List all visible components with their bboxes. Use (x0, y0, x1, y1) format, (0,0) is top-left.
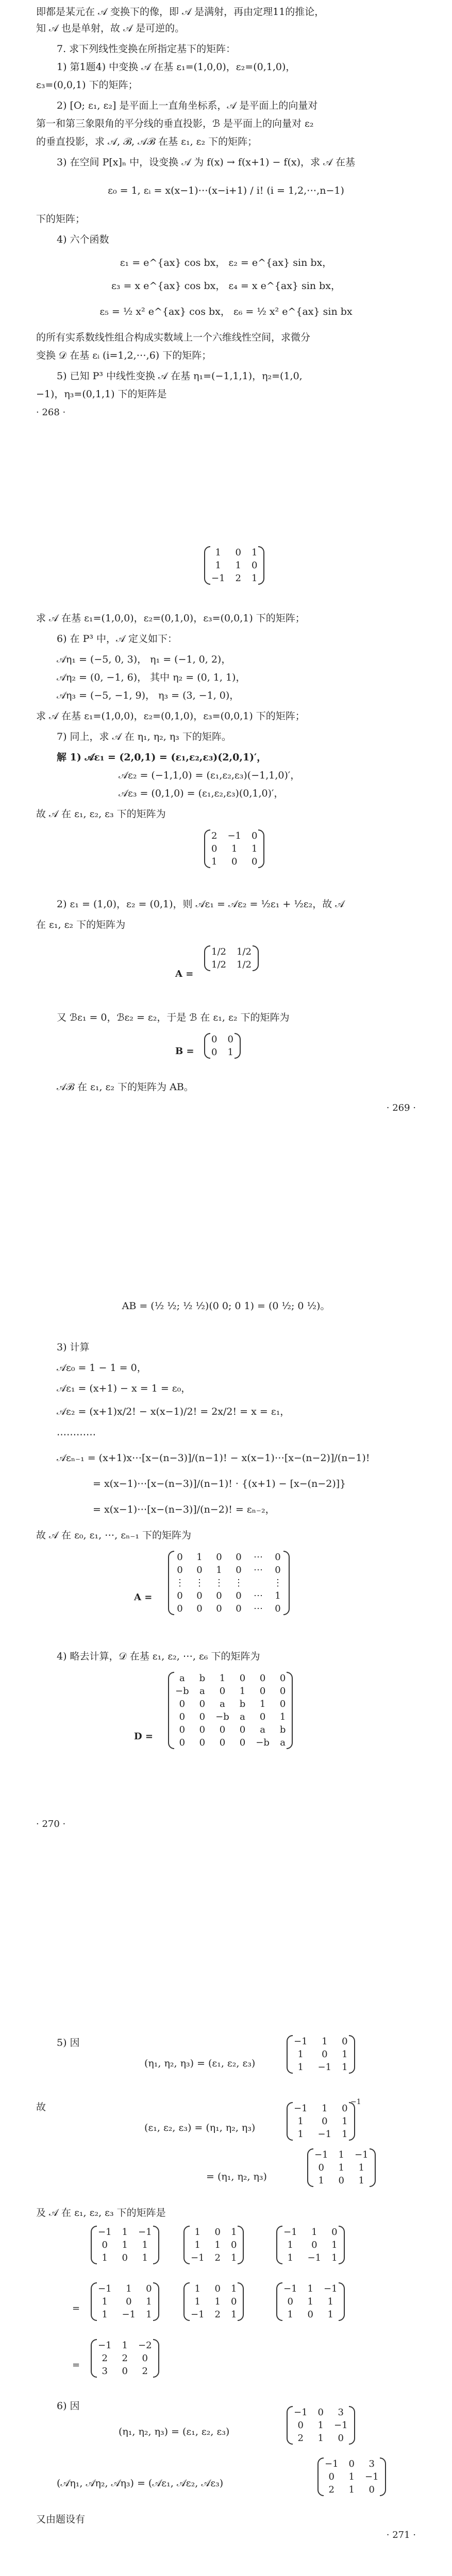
text-line: 6) 在 P³ 中，𝒜 定义如下： (57, 633, 178, 645)
matrix-cell: 0 (227, 1034, 233, 1045)
matrix-A (206, 945, 257, 971)
matrix-cell: 0 (252, 831, 258, 841)
matrix-cell: −1 (211, 573, 225, 584)
matrix-cell: −1 (227, 831, 241, 841)
equation: (η₁, η₂, η₃) = (ε₁, ε₂, ε₃) (119, 2426, 230, 2437)
matrix-cell: 0 (322, 2049, 328, 2060)
matrix-cell: 1 (146, 2309, 152, 2320)
text-line: 又由题设有 (36, 2514, 86, 2525)
matrix-T-inverse (309, 2148, 374, 2187)
matrix-cell: −1 (191, 2309, 205, 2320)
matrix-cell: −1 (334, 2420, 348, 2431)
text-line: 3) 在空间 P[x]ₙ 中，设变换 𝒜 为 f(x) → f(x+1) − f(x)，求 𝒜 在基 (57, 157, 356, 168)
text-line: 下的矩阵； (36, 213, 86, 225)
matrix-cell: 0 (331, 2227, 338, 2238)
label-D: D = (134, 1731, 153, 1742)
matrix-cell: 0 (177, 1603, 183, 1614)
matrix-cell: −1 (98, 2227, 112, 2238)
text-line: ⋯⋯⋯⋯ (57, 1429, 96, 1440)
matrix-cell: −2 (138, 2340, 152, 2351)
matrix-cell: 0 (279, 1673, 286, 1684)
matrix-cell: 1 (122, 2340, 128, 2351)
text-line: ε₃=(0,0,1) 下的矩阵； (36, 79, 138, 91)
matrix-cell: 0 (338, 2175, 344, 2186)
matrix-cell: 0 (239, 1724, 246, 1735)
matrix-cell: 1 (311, 2227, 317, 2238)
text-line: 知 𝒜 也是单射，故 𝒜 是可逆的。 (36, 23, 185, 34)
equals-sign: = (72, 2303, 80, 2314)
matrix-cell: 0 (342, 2036, 348, 2047)
formula-functions-2: ε₃ = x e^{ax} cos bx， ε₄ = x e^{ax} sin bx， (111, 280, 341, 292)
matrix-cell: 2 (122, 2353, 128, 2364)
matrix-cell: 1 (231, 2227, 237, 2238)
matrix-cell: 0 (259, 1673, 266, 1684)
matrix-cell: 2 (297, 2433, 304, 2444)
matrix-cell: 1 (194, 2283, 200, 2294)
solution-line: 𝒜ε₂ = (−1,1,0) = (ε₁,ε₂,ε₃)(−1,1,0)′， (119, 770, 300, 781)
definition-line: 𝒜η₁ = (−5, 0, 3)， η₁ = (−1, 0, 2)， (57, 654, 231, 665)
matrix-cell: 0 (236, 1590, 242, 1601)
product-matrix (278, 2226, 343, 2264)
matrix-cell: −1 (191, 2252, 205, 2263)
matrix-cell: 0 (322, 2116, 328, 2127)
matrix-cell: a (179, 1673, 185, 1684)
matrix-cell: a (220, 1699, 225, 1709)
label-B: B = (175, 1046, 194, 1057)
matrix-cell: −1 (317, 2129, 332, 2140)
matrix-cell: −1 (317, 2062, 332, 2073)
product-matrix (93, 2282, 157, 2321)
matrix-cell: 1 (231, 2309, 237, 2320)
matrix-6a (289, 2406, 353, 2445)
matrix-cell: 1 (342, 2116, 348, 2127)
matrix-cell: 0 (214, 2283, 221, 2294)
matrix-cell: 1 (297, 2116, 304, 2127)
matrix-cell: b (199, 1673, 206, 1684)
matrix-cell: 1 (279, 1711, 286, 1722)
matrix-cell: −1 (138, 2227, 152, 2238)
matrix-cell: 2 (102, 2353, 108, 2364)
matrix-cell: 1 (287, 2252, 293, 2263)
matrix-cell: 1 (215, 560, 221, 571)
matrix-cell: 0 (252, 856, 258, 867)
matrix-cell: 1 (307, 2283, 313, 2294)
matrix-cell: 3 (102, 2366, 108, 2377)
matrix-cell: 0 (236, 1603, 242, 1614)
matrix-cell: 0 (317, 2407, 324, 2418)
matrix-cell: 1 (297, 2062, 304, 2073)
matrix-cell: 1 (358, 2175, 364, 2186)
definition-line: 𝒜η₃ = (−5, −1, 9)， η₃ = (3, −1, 0)， (57, 690, 240, 701)
matrix-cell: b (239, 1699, 246, 1709)
matrix-cell: 0 (146, 2283, 152, 2294)
matrix-cell: 1 (196, 1552, 203, 1563)
matrix-cell: −1 (294, 2036, 308, 2047)
matrix-cell: −1 (355, 2149, 369, 2160)
matrix-cell: 1 (231, 843, 238, 854)
matrix-cell: 0 (275, 1552, 281, 1563)
matrix-cell: 0 (211, 843, 217, 854)
formula-functions-3: ε₅ = ½ x² e^{ax} cos bx， ε₆ = ½ x² e^{ax} sin bx (99, 306, 353, 317)
matrix-cell: 1/2 (211, 946, 226, 957)
text-line: 求 𝒜 在基 ε₁=(1,0,0)，ε₂=(0,1,0)，ε₃=(0,0,1) 下的矩阵； (36, 710, 305, 722)
matrix-cell: 3 (369, 2459, 375, 2469)
matrix-cell: 0 (216, 1603, 222, 1614)
text-line: 又 ℬε₁ = 0，ℬε₂ = ε₂，于是 ℬ 在 ε₁, ε₂ 下的矩阵为 (57, 1012, 290, 1023)
page-269 (0, 515, 452, 1236)
page-268 (0, 0, 452, 515)
matrix-cell: 1 (331, 2252, 338, 2263)
text-line: 1) 第1题4) 中变换 𝒜 在基 ε₁=(1,0,0)，ε₂=(0,1,0)， (57, 61, 296, 73)
text-line: 的垂直投影，求 𝒜, ℬ, 𝒜ℬ 在基 ε₁, ε₂ 下的矩阵； (36, 136, 258, 147)
matrix-cell: −b (175, 1686, 189, 1697)
matrix-cell: 1 (327, 2309, 333, 2320)
text-line: 𝒜ε₀ = 1 − 1 = 0， (57, 1362, 147, 1374)
text-line: 故 𝒜 在 ε₀, ε₁, ⋯, εₙ₋₁ 下的矩阵为 (36, 1530, 191, 1541)
matrix-cell: 1 (318, 2175, 324, 2186)
text-line: 第一和第三象限角的平分线的垂直投影，ℬ 是平面上的向量对 ε₂ (36, 118, 314, 129)
matrix-cell: 0 (338, 2433, 344, 2444)
matrix-cell: 0 (179, 1737, 186, 1748)
text-line: 的所有实系数线性组合构成实数域上一个六维线性空间，求微分 (36, 332, 311, 343)
matrix-cell: 0 (179, 1699, 186, 1709)
matrix-cell: 1 (331, 2240, 338, 2250)
matrix-cell: 0 (259, 1711, 266, 1722)
matrix-6b (320, 2458, 384, 2496)
page-271 (0, 1984, 452, 2550)
matrix-cell: 1 (252, 573, 258, 584)
text-line: 2) [O; ε₁, ε₂] 是平面上一直角坐标系，𝒜 是平面上的向量对 (57, 100, 318, 111)
matrix-cell: 1 (297, 2129, 304, 2140)
text-line: 𝒜εₙ₋₁ = (x+1)x⋯[x−(n−3)]/(n−1)! − x(x−1)⋯[x−(n−2)]/(n−1)! (57, 1452, 370, 1464)
matrix-cell: 0 (236, 1552, 242, 1563)
matrix-cell: 0 (279, 1699, 286, 1709)
matrix-cell: 0 (211, 1034, 217, 1045)
matrix-cell: 1 (214, 2240, 221, 2250)
product-matrix (186, 2282, 242, 2321)
given-matrix (206, 546, 262, 585)
text-line: 故 (36, 2102, 46, 2113)
text-line: 变换 𝒟 在基 εᵢ (i=1,2,⋯,6) 下的矩阵； (36, 350, 212, 361)
matrix-cell: 1 (194, 2296, 200, 2307)
matrix-cell: 1 (348, 2484, 355, 2495)
label-A: A = (134, 1592, 153, 1603)
matrix-cell: 0 (122, 2252, 128, 2263)
matrix-cell: 0 (311, 2240, 317, 2250)
text-line: 即都是某元在 𝒜 变换下的像，即 𝒜 是满射，再由定理11的推论， (36, 6, 325, 18)
matrix-cell: 1 (317, 2433, 324, 2444)
matrix-cell: −1 (122, 2309, 136, 2320)
matrix-cell: 0 (307, 2309, 313, 2320)
matrix-cell: a (240, 1711, 245, 1722)
matrix-cell: ⋯ (254, 1552, 263, 1563)
matrix-cell: 0 (275, 1603, 281, 1614)
matrix-cell: 1 (194, 2240, 200, 2250)
page-270 (0, 1236, 452, 1984)
matrix-cell: 0 (297, 2420, 304, 2431)
matrix-cell: 1 (231, 2283, 237, 2294)
solution-1: 解 1) 𝒜ε₁ = (2,0,1) = (ε₁,ε₂,ε₃)(2,0,1)′， (57, 752, 267, 763)
matrix-cell: 1 (358, 2162, 364, 2173)
matrix-cell: 0 (219, 1724, 226, 1735)
matrix-shift (170, 1551, 288, 1615)
matrix-cell: 0 (196, 1590, 203, 1601)
matrix-cell: −b (256, 1737, 270, 1748)
matrix-cell: 0 (199, 1711, 206, 1722)
matrix-cell: −1 (98, 2340, 112, 2351)
text-line: 5) 因 (57, 2037, 80, 2048)
matrix-cell: 0 (177, 1552, 183, 1563)
text-line: = x(x−1)⋯[x−(n−3)]/(n−1)! · {(x+1) − [x−(n−2)]} (93, 1478, 346, 1489)
product-matrix (278, 2282, 343, 2321)
matrix-cell (248, 1577, 268, 1589)
page-272-partial (0, 2550, 452, 2576)
matrix-cell: 1 (338, 2162, 344, 2173)
text-line: 𝒜ℬ 在 ε₁, ε₂ 下的矩阵为 AB。 (57, 1081, 194, 1093)
matrix-cell: 1 (102, 2252, 108, 2263)
matrix-cell: 1 (194, 2227, 200, 2238)
formula-functions-1: ε₁ = e^{ax} cos bx， ε₂ = e^{ax} sin bx， (120, 257, 332, 268)
matrix-T-copy (289, 2102, 353, 2141)
matrix-cell: 0 (239, 1737, 246, 1748)
matrix-cell: 1 (211, 856, 217, 867)
matrix-cell: 1 (287, 2309, 293, 2320)
matrix-cell: 1 (102, 2309, 108, 2320)
matrix-cell: 0 (239, 1673, 246, 1684)
matrix-cell: ⋮ (214, 1578, 224, 1588)
equation: (η₁, η₂, η₃) = (ε₁, ε₂, ε₃) (144, 2058, 256, 2069)
text-line: 求 𝒜 在基 ε₁=(1,0,0)，ε₂=(0,1,0)，ε₃=(0,0,1) 下的矩阵； (36, 613, 305, 624)
matrix-cell: 0 (177, 1565, 183, 1575)
matrix-cell: 1 (327, 2296, 333, 2307)
matrix-cell: 1/2 (236, 946, 252, 957)
matrix-cell: 0 (211, 1047, 217, 1058)
matrix-cell: 0 (126, 2296, 132, 2307)
equation: (𝒜η₁, 𝒜η₂, 𝒜η₃) = (𝒜ε₁, 𝒜ε₂, 𝒜ε₃) (57, 2478, 224, 2489)
matrix-cell: ⋯ (254, 1565, 263, 1575)
matrix-cell: 0 (122, 2366, 128, 2377)
matrix-cell: 0 (199, 1737, 206, 1748)
matrix-cell: 1 (126, 2283, 132, 2294)
matrix-cell: 0 (252, 560, 258, 571)
text-line: 𝒜ε₁ = (x+1) − x = 1 = ε₀， (57, 1383, 191, 1394)
matrix-cell: 0 (214, 2227, 221, 2238)
matrix-cell: 0 (231, 2296, 237, 2307)
text-line: 5) 已知 P³ 中线性变换 𝒜 在基 η₁=(−1,1,1)，η₂=(1,0, (57, 370, 303, 382)
page-number: · 271 · (386, 2530, 416, 2540)
text-line: 7) 同上，求 𝒜 在 η₁, η₂, η₃ 下的矩阵。 (57, 731, 231, 742)
text-line: −1)，η₃=(0,1,1) 下的矩阵是 (36, 388, 167, 400)
matrix-cell: 0 (219, 1737, 226, 1748)
text-line: 3) 计算 (57, 1342, 90, 1353)
matrix-cell: 1 (216, 1565, 222, 1575)
matrix-cell: 0 (342, 2103, 348, 2114)
matrix-cell: −b (215, 1711, 229, 1722)
matrix-cell: 1 (322, 2036, 328, 2047)
matrix-cell: 2 (214, 2309, 221, 2320)
matrix-cell: 1 (322, 2103, 328, 2114)
matrix-cell: −1 (98, 2283, 112, 2294)
matrix-cell: 0 (216, 1552, 222, 1563)
matrix-cell: ⋮ (234, 1578, 243, 1588)
text-line: 4) 略去计算，𝒟 在基 ε₁, ε₂, ⋯, ε₆ 下的矩阵为 (57, 1651, 260, 1662)
matrix-T (289, 2035, 353, 2074)
text-line: 6) 因 (57, 2400, 80, 2412)
matrix-cell: 2 (214, 2252, 221, 2263)
equals-sign: = (72, 2360, 80, 2370)
matrix-cell: 1 (215, 547, 221, 558)
matrix-cell: 0 (179, 1711, 186, 1722)
matrix-cell: 1 (235, 560, 241, 571)
matrix-cell: 0 (199, 1699, 206, 1709)
matrix-cell: 1 (287, 2240, 293, 2250)
matrix-cell: 0 (236, 1565, 242, 1575)
text-line: 故 𝒜 在 ε₁, ε₂, ε₃ 下的矩阵为 (36, 808, 166, 820)
matrix-cell: 0 (328, 2471, 334, 2482)
matrix-cell: −1 (314, 2149, 328, 2160)
text-line: 在 ε₁, ε₂ 下的矩阵为 (36, 919, 126, 930)
text-line: 4) 六个函数 (57, 234, 109, 245)
ab-equation: AB = (½ ½; ½ ½)(0 0; 0 1) = (0 ½; 0 ½)。 (122, 1300, 330, 1312)
matrix-cell: 1 (122, 2227, 128, 2238)
matrix-cell: 1 (231, 2252, 237, 2263)
matrix-cell: 1 (214, 2296, 221, 2307)
definition-line: 𝒜η₂ = (0, −1, 6)， 其中 η₂ = (0, 1, 1)， (57, 672, 246, 683)
matrix-cell: 0 (287, 2296, 293, 2307)
matrix-cell: 3 (338, 2407, 344, 2418)
matrix-cell: 1 (297, 2049, 304, 2060)
matrix-cell: −1 (294, 2103, 308, 2114)
solution-line: 𝒜ε₃ = (0,1,0) = (ε₁,ε₂,ε₃)(0,1,0)′， (119, 788, 284, 799)
matrix-cell: 1 (275, 1590, 281, 1601)
matrix-cell: 1 (227, 1047, 233, 1058)
matrix-cell: 0 (231, 856, 238, 867)
matrix-cell: 1 (342, 2129, 348, 2140)
matrix-cell: 1 (259, 1699, 266, 1709)
text-line: 𝒜ε₂ = (x+1)x/2! − x(x−1)/2! = 2x/2! = x = ε₁， (57, 1406, 290, 1417)
matrix-cell: −1 (365, 2471, 379, 2482)
matrix-cell: 0 (318, 2162, 324, 2173)
matrix-cell: 1 (142, 2240, 148, 2250)
matrix-cell: 2 (211, 831, 217, 841)
matrix-cell: −1 (325, 2459, 339, 2469)
matrix-cell: 2 (142, 2366, 148, 2377)
matrix-cell: 1 (342, 2062, 348, 2073)
matrix-B (206, 1033, 239, 1059)
product-matrix (186, 2226, 242, 2264)
matrix-cell: 1 (338, 2149, 344, 2160)
matrix-cell: 1 (146, 2296, 152, 2307)
matrix-cell: 1 (348, 2471, 355, 2482)
matrix-cell: 1 (342, 2049, 348, 2060)
matrix-sol-1 (206, 829, 262, 868)
matrix-cell: 0 (196, 1603, 203, 1614)
page-number: · 270 · (36, 1819, 66, 1829)
matrix-result (93, 2339, 157, 2378)
matrix-cell: −1 (307, 2252, 322, 2263)
matrix-cell: 0 (216, 1590, 222, 1601)
text-line: = x(x−1)⋯[x−(n−3)]/(n−2)! = εₙ₋₂， (93, 1504, 275, 1515)
matrix-cell: 0 (142, 2353, 148, 2364)
equation: (ε₁, ε₂, ε₃) = (η₁, η₂, η₃) (144, 2122, 256, 2133)
matrix-cell: a (260, 1724, 265, 1735)
matrix-cell: ⋮ (195, 1578, 204, 1588)
matrix-cell: 0 (348, 2459, 355, 2469)
matrix-cell: ⋯ (254, 1603, 263, 1614)
matrix-cell: 1 (252, 843, 258, 854)
matrix-cell: a (199, 1686, 205, 1697)
formula-basis: ε₀ = 1, εᵢ = x(x−1)⋯(x−i+1) / i! (i = 1,2,⋯,n−1) (108, 185, 344, 196)
matrix-cell: a (280, 1737, 286, 1748)
matrix-cell: 1 (252, 547, 258, 558)
matrix-cell: ⋮ (175, 1578, 185, 1588)
matrix-cell: 2 (235, 573, 241, 584)
matrix-cell: 0 (231, 2240, 237, 2250)
matrix-cell: 0 (199, 1724, 206, 1735)
matrix-cell: 0 (177, 1590, 183, 1601)
matrix-cell: −1 (283, 2227, 297, 2238)
matrix-cell: 2 (328, 2484, 334, 2495)
matrix-cell: 1 (102, 2296, 108, 2307)
matrix-cell: ⋯ (254, 1590, 263, 1601)
equation: = (η₁, η₂, η₃) (206, 2171, 267, 2182)
matrix-cell: 0 (179, 1724, 186, 1735)
matrix-cell: 1 (219, 1673, 226, 1684)
matrix-cell: 1/2 (211, 959, 226, 970)
matrix-cell: 1 (317, 2420, 324, 2431)
label-A: A = (175, 969, 194, 979)
matrix-cell: 0 (196, 1565, 203, 1575)
matrix-cell: 1 (307, 2296, 313, 2307)
matrix-D (170, 1672, 291, 1749)
matrix-cell: 0 (102, 2240, 108, 2250)
matrix-cell: 1/2 (236, 959, 252, 970)
matrix-cell: 0 (219, 1686, 226, 1697)
matrix-cell: 0 (235, 547, 241, 558)
text-line: 2) ε₁ = (1,0)，ε₂ = (0,1)，则 𝒜ε₁ = 𝒜ε₂ = ½ε₁ + ½ε₂，故 𝒜 (57, 899, 345, 910)
inverse-exponent: −1 (350, 2098, 361, 2106)
matrix-cell: −1 (283, 2283, 297, 2294)
matrix-cell: 0 (259, 1686, 266, 1697)
text-line: 及 𝒜 在 ε₁, ε₂, ε₃ 下的矩阵是 (36, 2207, 166, 2218)
matrix-cell: −1 (294, 2407, 308, 2418)
page-number: · 269 · (386, 1103, 416, 1113)
matrix-cell: 1 (239, 1686, 246, 1697)
matrix-cell: 1 (122, 2240, 128, 2250)
matrix-cell: −1 (324, 2283, 338, 2294)
matrix-cell: ⋮ (273, 1578, 282, 1588)
matrix-cell: 0 (369, 2484, 375, 2495)
page-number: · 268 · (36, 407, 66, 418)
matrix-cell: 0 (275, 1565, 281, 1575)
product-matrix (93, 2226, 157, 2264)
matrix-cell: b (279, 1724, 286, 1735)
matrix-cell: 0 (279, 1686, 286, 1697)
matrix-cell: 1 (142, 2252, 148, 2263)
problem-7-heading: 7. 求下列线性变换在所指定基下的矩阵： (57, 43, 236, 55)
